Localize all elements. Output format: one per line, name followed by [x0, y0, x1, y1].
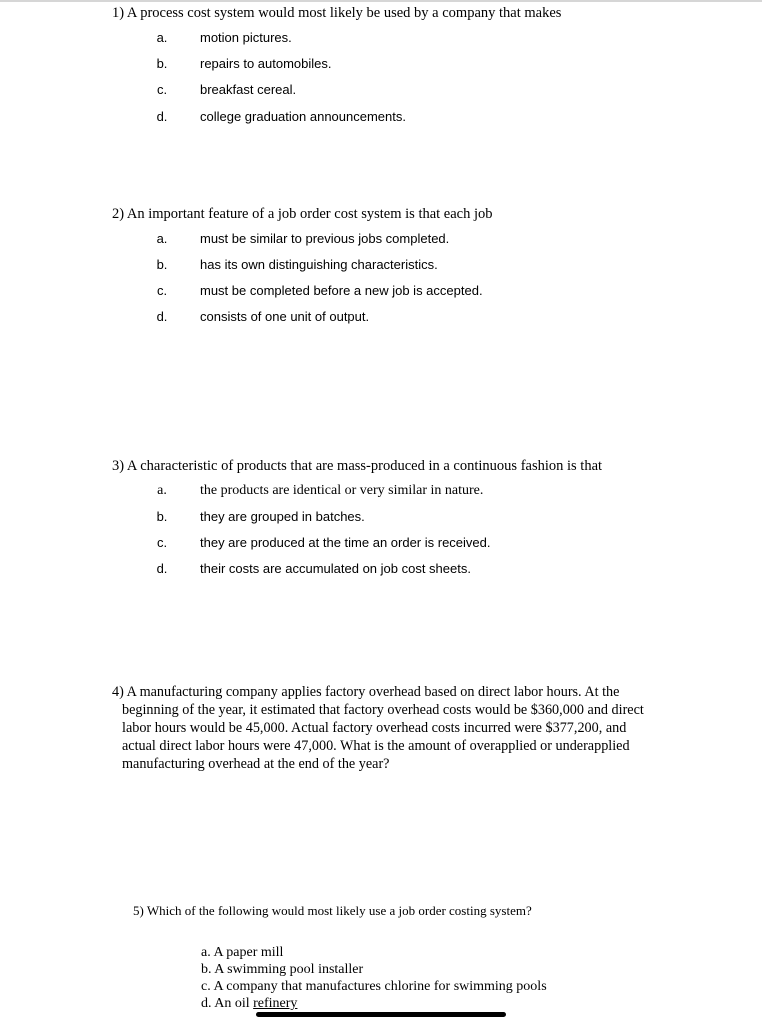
option-text: their costs are accumulated on job cost sheets. — [200, 561, 471, 576]
option-letter: a. — [156, 231, 168, 246]
option-text: has its own distinguishing characteristics. — [200, 257, 438, 272]
option-letter: d. — [156, 561, 168, 576]
option-text: they are produced at the time an order is received. — [200, 535, 491, 550]
option-text: motion pictures. — [200, 30, 292, 45]
option-letter: c. — [156, 82, 168, 97]
option-letter: a. — [156, 30, 168, 45]
option-text: must be similar to previous jobs completed. — [200, 231, 450, 246]
question-5-stem: 5) Which of the following would most likely use a job order costing system? — [133, 903, 532, 918]
option-text: the products are identical or very similar in nature. — [200, 483, 484, 498]
question-1-stem: 1) A process cost system would most likely be used by a company that makes — [112, 5, 562, 21]
question-5-option-b[interactable]: b. A swimming pool installer — [201, 962, 364, 977]
home-indicator-bar[interactable] — [256, 1012, 506, 1017]
top-divider — [0, 0, 762, 2]
question-5-option-c[interactable]: c. A company that manufactures chlorine for swimming pools — [201, 979, 547, 994]
option-d-underlined: refinery — [253, 996, 298, 1011]
option-d-prefix: d. An oil — [201, 996, 254, 1011]
option-text: they are grouped in batches. — [200, 509, 365, 524]
option-letter: d. — [156, 309, 168, 324]
option-text: repairs to automobiles. — [200, 56, 332, 71]
question-4-first-line: 4) A manufacturing company applies factory overhead based on direct labor hours. At the — [112, 684, 620, 700]
question-5-option-a[interactable]: a. A paper mill — [201, 945, 284, 960]
question-5-option-d[interactable] — [201, 995, 297, 1012]
option-letter: a. — [157, 483, 167, 498]
option-letter: b. — [156, 509, 168, 524]
option-text: breakfast cereal. — [200, 82, 297, 97]
question-4-body: beginning of the year, it estimated that factory overhead costs would be $360,000 and direct labor hours would be 45,000. Actual factory overhead costs incurred were $377,200, and actual direct labor hours were 47,000. What is the amount of overapplied or underapplied manufacturing overhead at the end of the year? — [122, 702, 644, 772]
option-text: college graduation announcements. — [200, 109, 406, 124]
option-text: consists of one unit of output. — [200, 309, 370, 324]
option-letter: d. — [156, 109, 168, 124]
question-3-stem: 3) A characteristic of products that are mass-produced in a continuous fashion is that — [112, 458, 603, 474]
option-letter: c. — [156, 283, 168, 298]
option-text: must be completed before a new job is accepted. — [200, 283, 483, 298]
question-2-stem: 2) An important feature of a job order cost system is that each job — [112, 206, 493, 222]
question-4 — [112, 683, 657, 773]
option-letter: c. — [156, 535, 168, 550]
option-letter: b. — [156, 56, 168, 71]
option-letter: b. — [156, 257, 168, 272]
